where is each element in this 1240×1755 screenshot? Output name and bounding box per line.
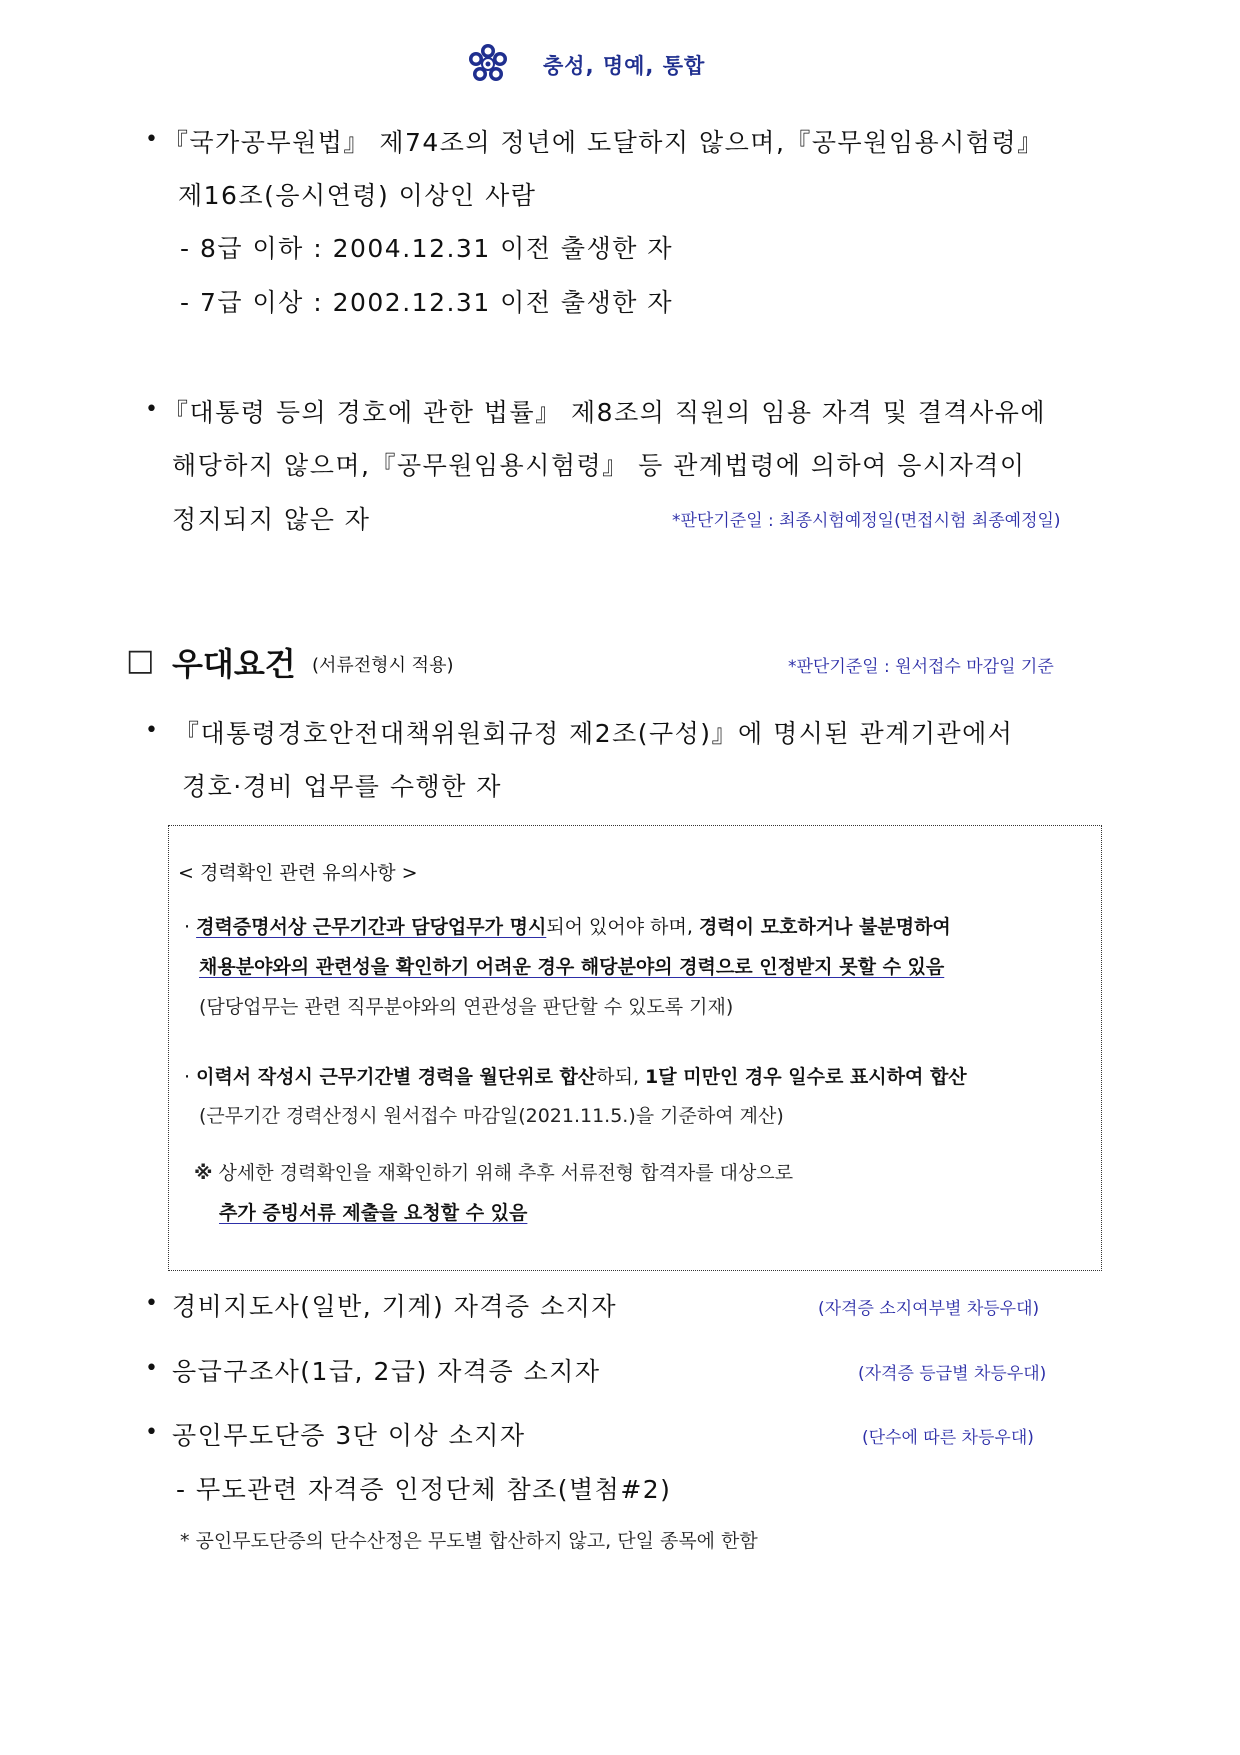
notice-1-text-b: 되어 있어야 하며, [546,916,699,938]
preference-4-text: 공인무도단증 3단 이상 소지자 [172,1421,526,1450]
bullet: • [145,397,158,422]
preference-3-note: (자격증 등급별 차등우대) [858,1364,1047,1384]
preference-4-note: (단수에 따른 차등우대) [862,1428,1034,1448]
notice-dot: · [184,1066,191,1088]
notice-3-line-1: 상세한 경력확인을 재확인하기 위해 추후 서류전형 합격자를 대상으로 [218,1162,794,1184]
preference-1-line-2: 경호·경비 업무를 수행한 자 [182,772,502,801]
flower-emblem-icon [466,42,510,86]
header-motto: 충성, 명예, 통합 [543,54,706,78]
preference-note: *판단기준일 : 원서접수 마감일 기준 [788,657,1054,677]
notice-paragraph-1 [184,912,951,939]
checkbox-icon: □ [126,643,155,678]
preference-4-sub-1: - 무도관련 자격증 인정단체 참조(별첨#2) [176,1475,672,1504]
bullet: • [145,1291,158,1316]
notice-paragraph-2 [184,1062,967,1089]
notice-3-line-2: 추가 증빙서류 제출을 요청할 수 있음 [219,1202,528,1224]
notice-title: < 경력확인 관련 유의사항 > [178,862,418,884]
eligibility-1-line-2: 제16조(응시연령) 이상인 사람 [178,181,537,210]
notice-2-line-2: (근무기간 경력산정시 원서접수 마감일(2021.11.5.)을 기준하여 계산) [199,1105,784,1127]
eligibility-2-line-2: 해당하지 않으며,『공무원임용시험령』 등 관계법령에 의하여 응시자격이 [172,451,1026,480]
eligibility-1-sub-2: - 7급 이상 : 2002.12.31 이전 출생한 자 [180,288,673,317]
preference-subtitle: (서류전형시 적용) [312,655,454,676]
bullet: • [145,1356,158,1381]
preference-3-text: 응급구조사(1급, 2급) 자격증 소지자 [172,1357,601,1386]
preference-2-note: (자격증 소지여부별 차등우대) [818,1299,1040,1319]
preference-1-line-1: 『대통령경호안전대책위원회규정 제2조(구성)』에 명시된 관계기관에서 [174,719,1014,748]
notice-2-emphasis-c: 1달 미만인 경우 일수로 표시하여 합산 [645,1066,967,1088]
notice-1-line-3: (담당업무는 관련 직무분야와의 연관성을 판단할 수 있도록 기재) [199,996,734,1018]
eligibility-1-sub-1: - 8급 이하 : 2004.12.31 이전 출생한 자 [180,234,673,263]
notice-2-emphasis-a: 이력서 작성시 근무기간별 경력을 월단위로 합산 [196,1066,597,1088]
notice-1-line-2: 채용분야와의 관련성을 확인하기 어려운 경우 해당분야의 경력으로 인정받지 못할 수 있음 [199,956,945,978]
eligibility-2-line-1: 『대통령 등의 경호에 관한 법률』 제8조의 직원의 임용 자격 및 결격사유에 [163,398,1047,427]
eligibility-2-note: *판단기준일 : 최종시험예정일(면접시험 최종예정일) [672,511,1061,531]
notice-1-emphasis-c: 경력이 모호하거나 불분명하여 [698,916,951,938]
bullet: • [145,718,158,743]
preference-2-text: 경비지도사(일반, 기계) 자격증 소지자 [172,1292,618,1321]
preference-4-sub-2: * 공인무도단증의 단수산정은 무도별 합산하지 않고, 단일 종목에 한함 [180,1530,758,1552]
eligibility-1-line-1: 『국가공무원법』 제74조의 정년에 도달하지 않으며,『공무원임용시험령』 [163,128,1044,157]
eligibility-2-line-3: 정지되지 않은 자 [172,505,371,534]
bullet: • [145,1420,158,1445]
preference-title: 우대요건 [172,645,296,683]
bullet: • [145,127,158,152]
notice-1-emphasis-a: 경력증명서상 근무기간과 담당업무가 명시 [196,916,547,938]
notice-2-text-b: 하되, [596,1066,646,1088]
notice-paragraph-3 [194,1158,793,1185]
reference-mark-icon: ※ [194,1162,213,1184]
notice-dot: · [184,916,191,938]
